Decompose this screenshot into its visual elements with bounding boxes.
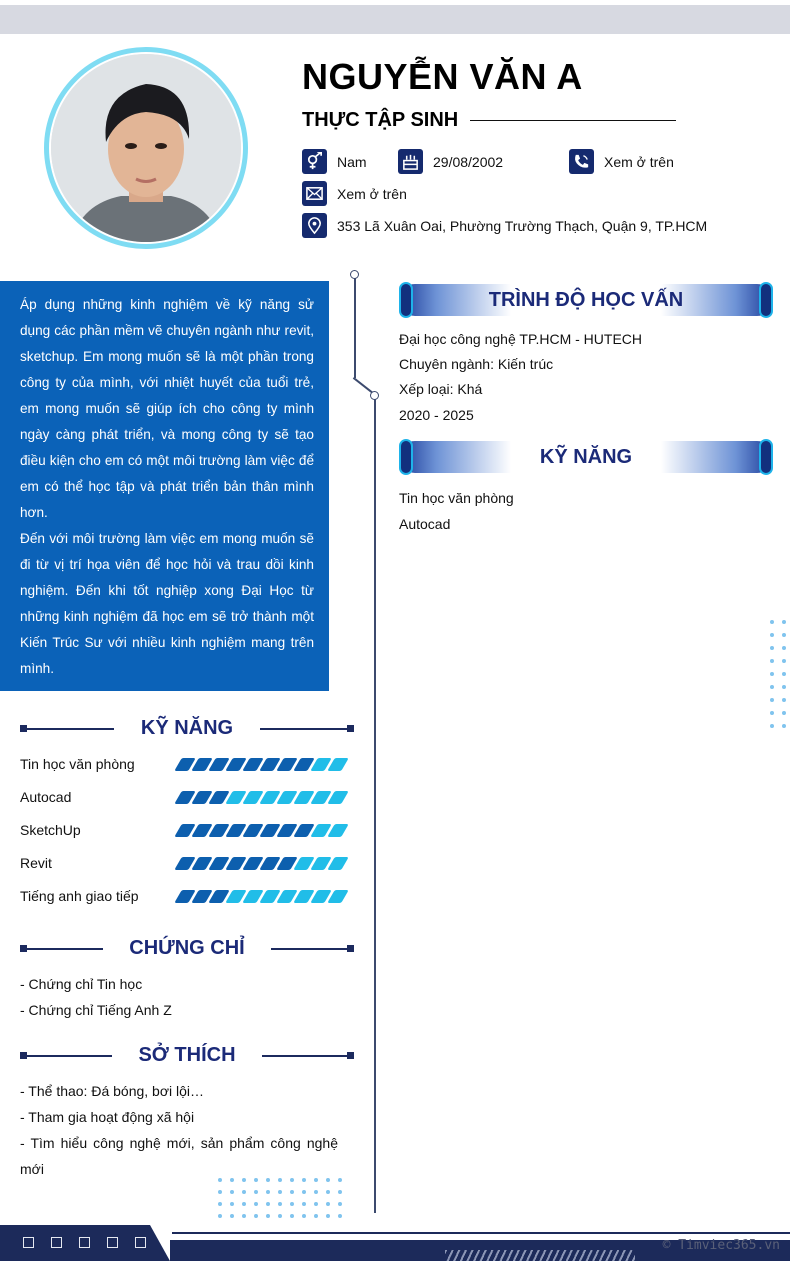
timeline-dot (370, 391, 379, 400)
education-title: TRÌNH ĐỘ HỌC VẤN (488, 289, 684, 311)
decor-dot (314, 1190, 318, 1194)
role-divider (470, 120, 676, 121)
watermark: © Timviec365.vn (662, 1238, 780, 1253)
skill-level-bars (178, 791, 345, 804)
decor-dot (782, 685, 786, 689)
decor-dot (770, 672, 774, 676)
hobby-item: - Tham gia hoạt động xã hội (20, 1109, 195, 1125)
decor-dot (290, 1178, 294, 1182)
decor-dot (782, 711, 786, 715)
decor-dot (242, 1202, 246, 1206)
decor-dot (338, 1190, 342, 1194)
decor-dot (770, 633, 774, 637)
decor-dot (266, 1178, 270, 1182)
top-band (0, 5, 790, 34)
skill-label: Tiếng anh giao tiếp (20, 888, 139, 904)
decor-dot (290, 1202, 294, 1206)
decor-dot (254, 1190, 258, 1194)
decor-dot (770, 659, 774, 663)
skill-row (20, 885, 350, 907)
decor-dot (218, 1190, 222, 1194)
decor-dot (302, 1214, 306, 1218)
decor-dot (290, 1190, 294, 1194)
decor-dot (326, 1202, 330, 1206)
decor-dot (314, 1214, 318, 1218)
objective-paragraph: Đến với môi trường làm việc em mong muốn sẽ đi từ vị trí họa viên để học hỏi và trau dồi kinh nghiệm. Đến khi tốt nghiệp xong Đại Học từ những kinh nghiệm đã học em sẽ trở thành một Kiến Trúc Sư với nhiều kinh nghiệm mang trên mình. (20, 531, 314, 676)
decor-dot (266, 1202, 270, 1206)
phone-value: Xem ở trên (604, 153, 674, 170)
certificate-item: - Chứng chỉ Tin học (20, 976, 143, 992)
decor-dot (302, 1190, 306, 1194)
footer-line (172, 1232, 790, 1234)
decor-dot (302, 1202, 306, 1206)
skill-label: Autocad (20, 789, 72, 805)
decor-dot (218, 1214, 222, 1218)
decor-dot (770, 711, 774, 715)
hobbies-title: SỞ THÍCH (138, 1044, 236, 1066)
skill-row (20, 786, 350, 808)
skill-label: SketchUp (20, 822, 81, 838)
certificate-item: - Chứng chỉ Tiếng Anh Z (20, 1002, 172, 1018)
skills-right-line: Autocad (399, 516, 451, 532)
skills-title: KỸ NĂNG (140, 717, 234, 739)
contact-address (302, 213, 707, 238)
calendar-icon (398, 149, 423, 174)
gender-value: Nam (337, 153, 367, 170)
skills-header (20, 714, 354, 744)
decor-dot (314, 1178, 318, 1182)
email-icon (302, 181, 327, 206)
education-line: Chuyên ngành: Kiến trúc (399, 356, 554, 372)
decor-dot (782, 646, 786, 650)
avatar (51, 54, 241, 242)
decor-dot (230, 1178, 234, 1182)
decor-dot (782, 633, 786, 637)
footer-square (23, 1237, 34, 1248)
decor-dot (782, 698, 786, 702)
hobbies-header (20, 1041, 354, 1071)
skill-level-bars (178, 857, 345, 870)
timeline-line (374, 398, 376, 1213)
candidate-name: NGUYỄN VĂN A (302, 56, 583, 97)
address-value: 353 Lã Xuân Oai, Phường Trường Thạch, Quận 9, TP.HCM (337, 217, 708, 234)
decor-dot (770, 620, 774, 624)
footer-square (107, 1237, 118, 1248)
gender-icon (302, 149, 327, 174)
decor-dot (242, 1178, 246, 1182)
decor-dot (266, 1190, 270, 1194)
footer-square (79, 1237, 90, 1248)
skill-row (20, 852, 350, 874)
skills-right-banner (399, 439, 773, 475)
decor-dot (278, 1214, 282, 1218)
skill-row (20, 753, 350, 775)
decor-dot (782, 672, 786, 676)
decor-dot (770, 646, 774, 650)
location-icon (302, 213, 327, 238)
decor-dot (338, 1202, 342, 1206)
contact-email[interactable] (302, 181, 407, 206)
decor-dot (278, 1190, 282, 1194)
decor-dot (302, 1178, 306, 1182)
contact-birthday (398, 149, 503, 174)
decor-dot (230, 1214, 234, 1218)
decor-dot (338, 1178, 342, 1182)
decor-dot (326, 1178, 330, 1182)
education-line: Đại học công nghệ TP.HCM - HUTECH (399, 331, 643, 347)
skill-row (20, 819, 350, 841)
decor-dot (230, 1190, 234, 1194)
decor-dot (266, 1214, 270, 1218)
skills-right-line: Tin học văn phòng (399, 490, 514, 506)
decor-dot (770, 685, 774, 689)
birthday-value: 29/08/2002 (433, 153, 504, 170)
skills-right-title: KỸ NĂNG (539, 446, 633, 468)
contact-gender (302, 149, 367, 174)
decor-dot (230, 1202, 234, 1206)
decor-dot (218, 1178, 222, 1182)
timeline-dot (350, 270, 359, 279)
decor-dot (278, 1202, 282, 1206)
decor-dot (770, 724, 774, 728)
decor-dot (254, 1178, 258, 1182)
decor-dot (782, 659, 786, 663)
decor-dot (242, 1190, 246, 1194)
career-objective (0, 281, 329, 691)
decor-dot (290, 1214, 294, 1218)
timeline-line (354, 278, 356, 378)
email-value: Xem ở trên (337, 185, 407, 202)
education-line: 2020 - 2025 (399, 407, 474, 423)
skill-label: Revit (20, 855, 52, 871)
skill-level-bars (178, 758, 345, 771)
decor-dot (254, 1202, 258, 1206)
hobby-item: - Tìm hiểu công nghệ mới, sản phẩm công nghệ mới (20, 1135, 338, 1177)
skill-level-bars (178, 890, 345, 903)
objective-paragraph: Áp dụng những kinh nghiệm về kỹ năng sử dụng các phần mềm vẽ chuyên ngành như revit, sketchup. Em mong muốn sẽ là một phần trong công ty của mình, với nhiệt huyết của tuổi trẻ, em mong muốn sẽ giúp ích cho công ty mình ngày càng phát triển, và mong công ty sẽ tạo điều kiện cho em có một môi trường làm việc để em có thể học tập và phát triển bản thân mình hơn. (20, 297, 314, 520)
decor-dot (326, 1190, 330, 1194)
decor-dot (242, 1214, 246, 1218)
certificates-header (20, 934, 354, 964)
candidate-role: THỰC TẬP SINH (302, 109, 459, 131)
decor-dot (314, 1202, 318, 1206)
decor-dots (218, 1178, 342, 1218)
education-banner (399, 282, 773, 318)
decor-dot (278, 1178, 282, 1182)
footer-stripes (445, 1250, 635, 1261)
decor-dot (782, 724, 786, 728)
decor-dot (326, 1214, 330, 1218)
phone-icon (569, 149, 594, 174)
contact-phone[interactable] (569, 149, 674, 174)
decor-dot (218, 1202, 222, 1206)
decor-dot (782, 620, 786, 624)
hobby-item: - Thể thao: Đá bóng, bơi lội… (20, 1083, 205, 1099)
decor-dots (770, 620, 786, 728)
decor-dot (254, 1214, 258, 1218)
skill-label: Tin học văn phòng (20, 756, 135, 772)
footer-square (51, 1237, 62, 1248)
education-line: Xếp loại: Khá (399, 381, 483, 397)
certificates-title: CHỨNG CHỈ (129, 937, 245, 959)
skill-level-bars (178, 824, 345, 837)
decor-dot (770, 698, 774, 702)
footer-square (135, 1237, 146, 1248)
decor-dot (338, 1214, 342, 1218)
